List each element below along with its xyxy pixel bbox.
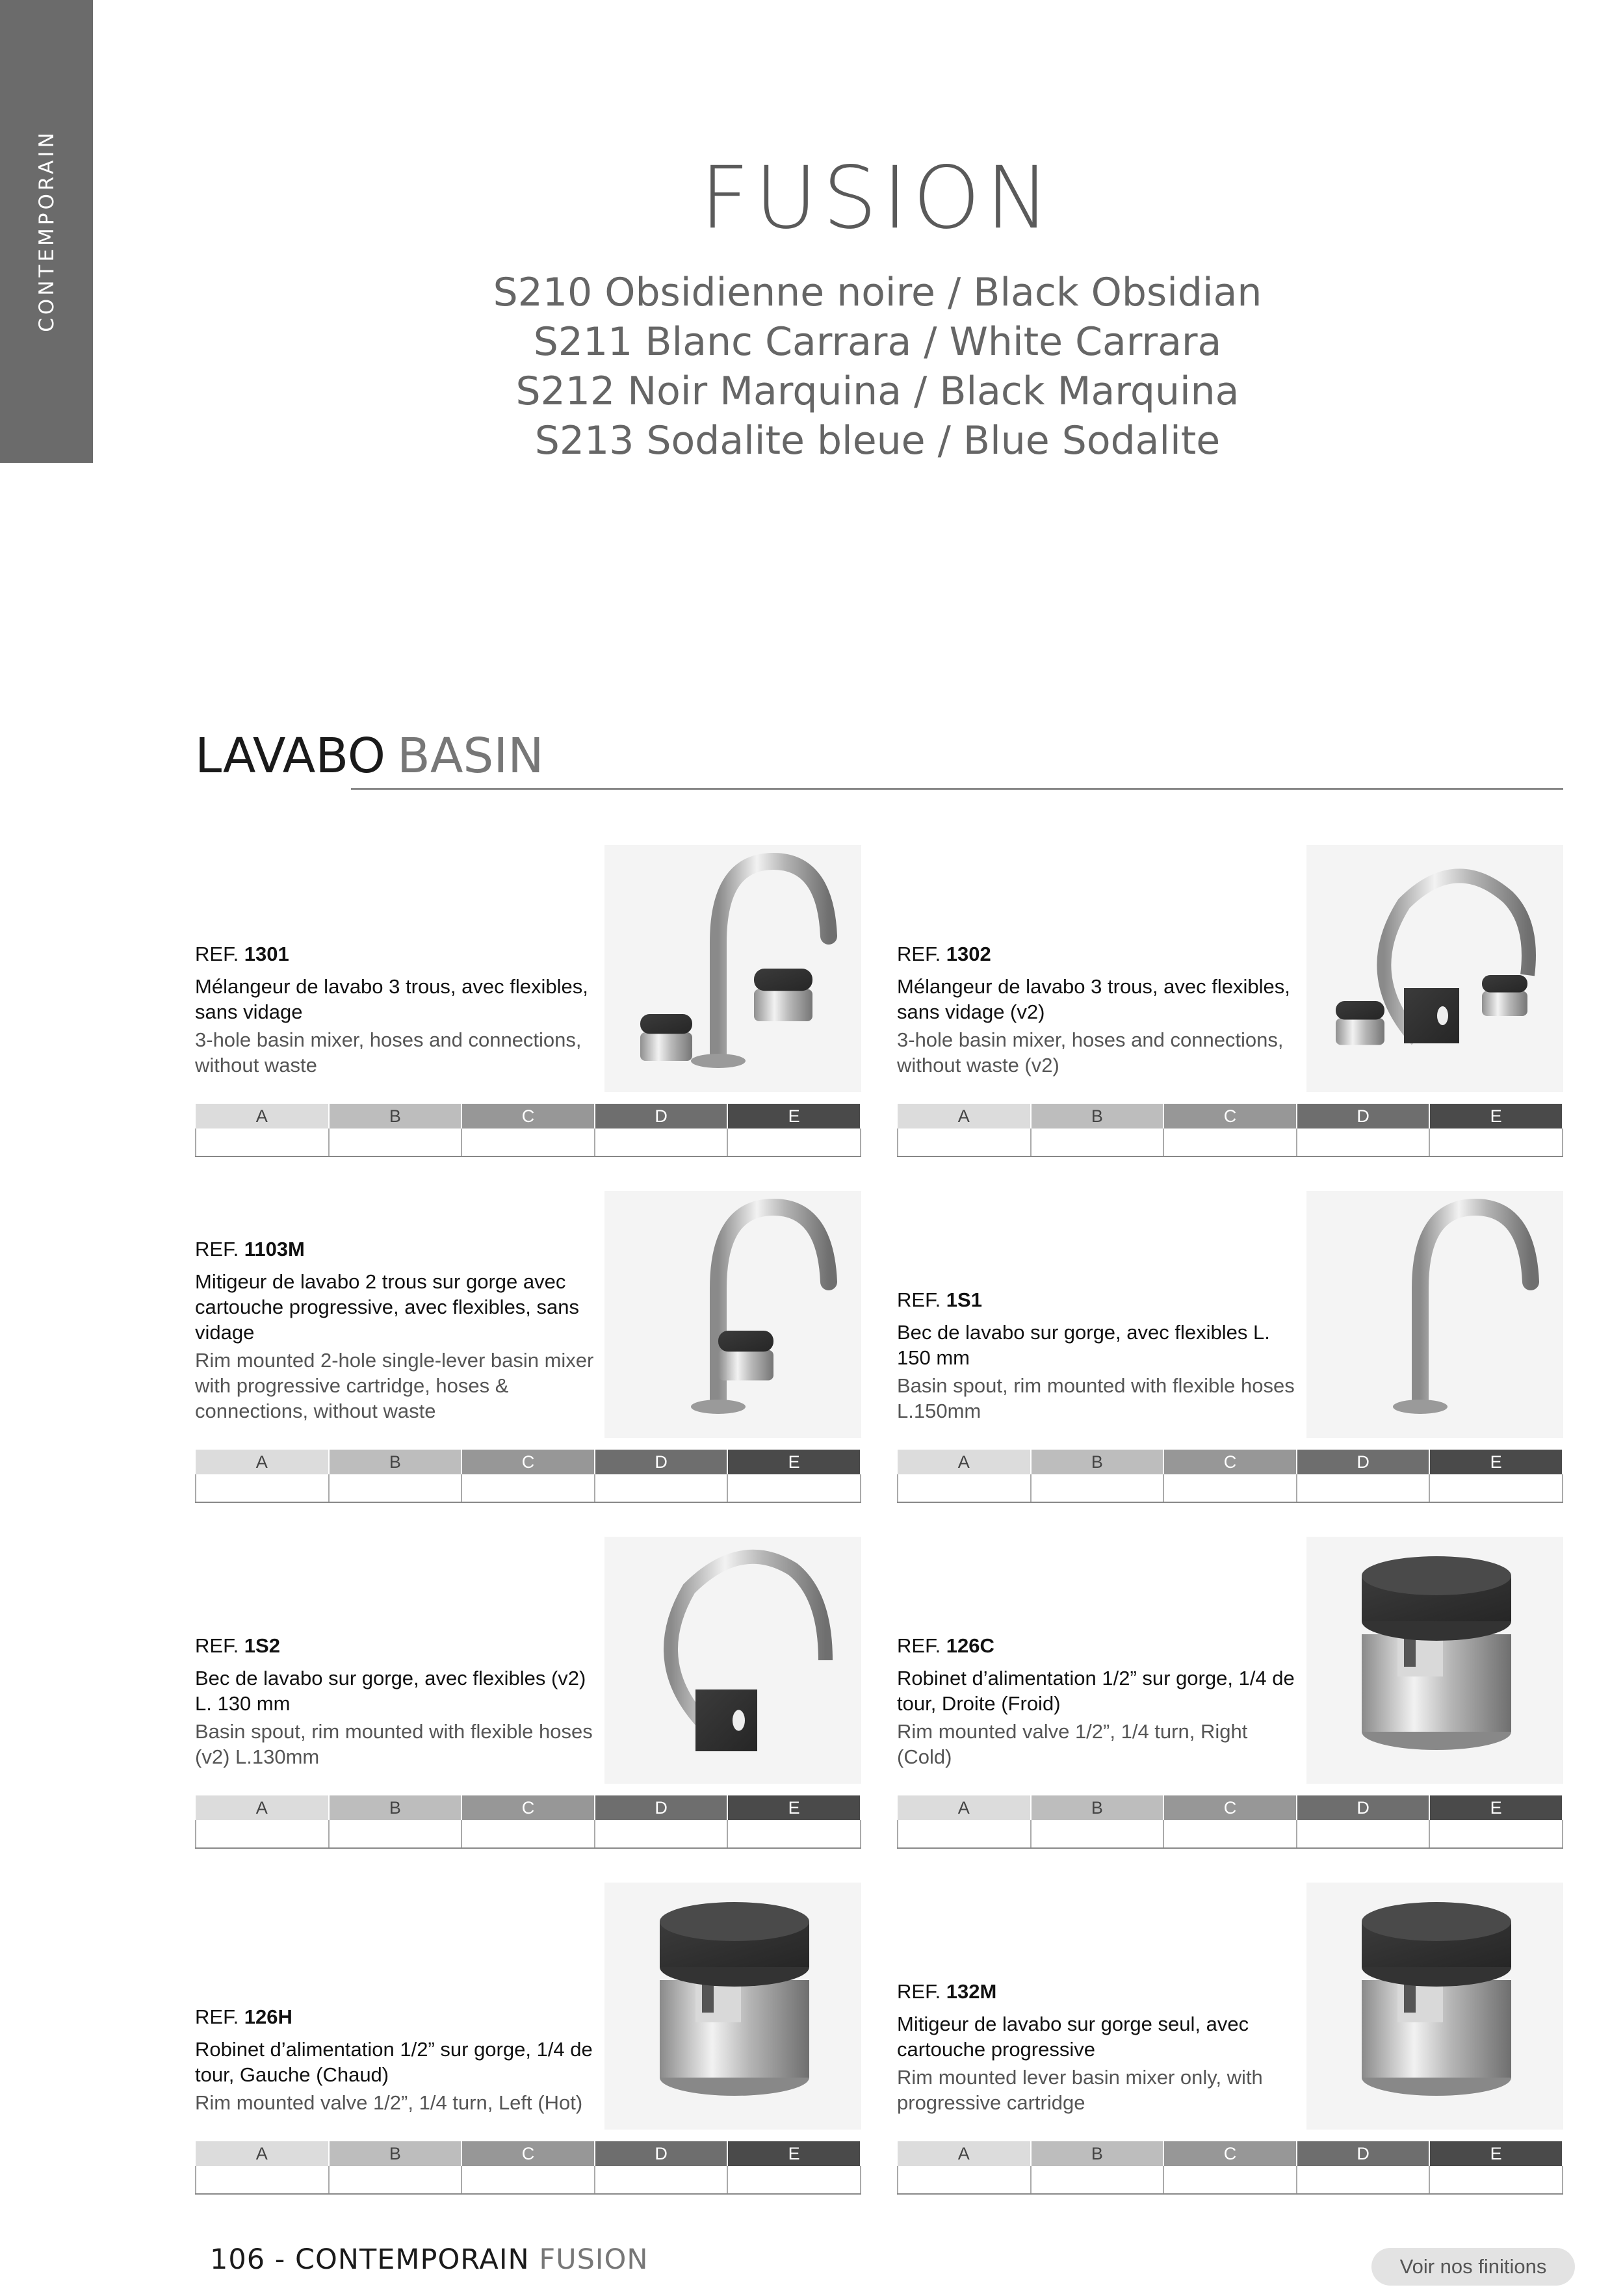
grade-header: E	[727, 2141, 861, 2166]
grade-header: C	[1163, 2141, 1297, 2166]
grade-cell	[461, 1820, 595, 1848]
product-description-en: Basin spout, rim mounted with flexible hoses L.150mm	[897, 1374, 1295, 1422]
grade-cell	[727, 1128, 861, 1156]
product-ref	[897, 941, 1300, 967]
product-ref	[897, 1979, 1300, 2005]
grade-cell	[1297, 2166, 1430, 2194]
three-hole-basin-mixer-v2-image	[1306, 845, 1563, 1092]
product-drawing	[1306, 845, 1563, 1092]
product-description-en: 3-hole basin mixer, hoses and connections, without waste	[195, 1028, 582, 1076]
ref-prefix: REF.	[195, 943, 244, 965]
grade-cell	[196, 2166, 329, 2194]
finish-variants	[0, 268, 1623, 465]
grade-cell	[1163, 1820, 1297, 1848]
basin-spout-image	[1306, 1191, 1563, 1438]
grade-cell	[1031, 1128, 1164, 1156]
ref-code: 126C	[946, 1634, 994, 1657]
grade-header: D	[595, 1795, 728, 1820]
grade-cell	[595, 1128, 728, 1156]
grade-cell	[595, 1474, 728, 1502]
grade-cell	[1163, 1474, 1297, 1502]
ref-code: 126H	[244, 2005, 292, 2028]
product-drawing	[1306, 1191, 1563, 1438]
section-title-fr: LAVABO	[195, 728, 386, 784]
product-text	[195, 2004, 598, 2115]
grade-cell	[461, 1474, 595, 1502]
grade-header: E	[727, 1104, 861, 1128]
product-text	[897, 1287, 1300, 1424]
product-description-fr: Bec de lavabo sur gorge, avec flexibles L. 150 mm	[897, 1321, 1270, 1369]
price-grade-table	[897, 2141, 1563, 2195]
ref-prefix: REF.	[195, 2005, 244, 2028]
see-finishes-button[interactable]: Voir nos finitions	[1371, 2248, 1575, 2286]
product-description-en: Rim mounted lever basin mixer only, with progressive cartridge	[897, 2066, 1263, 2114]
grade-header: A	[898, 1104, 1031, 1128]
product-card-1301	[195, 845, 861, 1157]
footer-separator: -	[265, 2243, 295, 2276]
grade-cell	[196, 1128, 329, 1156]
grade-cell	[1429, 1128, 1563, 1156]
three-hole-basin-mixer-image	[604, 845, 861, 1092]
product-ref	[897, 1633, 1300, 1659]
product-drawing	[604, 1883, 861, 2130]
grade-cell	[329, 1820, 462, 1848]
variant-line: S211 Blanc Carrara / White Carrara	[533, 319, 1222, 365]
grade-header: C	[461, 1450, 595, 1474]
product-description-fr: Bec de lavabo sur gorge, avec flexibles (v2) L. 130 mm	[195, 1667, 586, 1715]
ref-prefix: REF.	[897, 1634, 946, 1657]
grade-cell	[329, 2166, 462, 2194]
page-number: 106	[210, 2243, 266, 2276]
price-grade-table	[897, 1795, 1563, 1849]
product-drawing	[604, 845, 861, 1092]
grade-cell	[898, 2166, 1031, 2194]
grade-cell	[1297, 1474, 1430, 1502]
footer-collection: FUSION	[539, 2243, 649, 2276]
grade-cell	[1031, 1820, 1164, 1848]
price-grade-table	[195, 2141, 861, 2195]
product-ref	[195, 1633, 598, 1659]
ref-code: 1103M	[244, 1238, 305, 1260]
grade-header: B	[1031, 1104, 1164, 1128]
grade-header: A	[196, 1450, 329, 1474]
product-ref	[195, 941, 598, 967]
product-description-fr: Robinet d’alimentation 1/2” sur gorge, 1/4 de tour, Droite (Froid)	[897, 1667, 1295, 1715]
grade-header: B	[1031, 2141, 1164, 2166]
product-drawing	[1306, 1537, 1563, 1784]
product-card-1103m	[195, 1191, 861, 1503]
grade-header: D	[1297, 1795, 1430, 1820]
price-grade-table	[897, 1104, 1563, 1157]
product-drawing	[604, 1191, 861, 1438]
grade-cell	[1429, 1820, 1563, 1848]
section-divider	[351, 788, 1563, 790]
rim-valve-cold-image	[1306, 1537, 1563, 1784]
product-card-126h	[195, 1883, 861, 2195]
grade-header: A	[196, 1795, 329, 1820]
product-drawing	[1306, 1883, 1563, 2130]
grade-header: C	[1163, 1450, 1297, 1474]
basin-spout-v2-image	[604, 1537, 861, 1784]
price-grade-table	[897, 1450, 1563, 1503]
product-card-1s1	[897, 1191, 1563, 1503]
grade-header: B	[329, 1450, 462, 1474]
product-drawing	[604, 1537, 861, 1784]
ref-code: 1S2	[244, 1634, 280, 1657]
grade-header: A	[196, 2141, 329, 2166]
product-description-en: Rim mounted valve 1/2”, 1/4 turn, Right (Cold)	[897, 1720, 1248, 1768]
grade-header: C	[1163, 1795, 1297, 1820]
product-description-en: Rim mounted 2-hole single-lever basin mixer with progressive cartridge, hoses & connections, without waste	[195, 1349, 594, 1422]
price-grade-table	[195, 1104, 861, 1157]
product-description-fr: Mitigeur de lavabo 2 trous sur gorge avec cartouche progressive, avec flexibles, sans vidage	[195, 1270, 580, 1344]
grade-header: E	[1429, 1795, 1563, 1820]
grade-header: B	[329, 2141, 462, 2166]
section-title	[195, 727, 544, 785]
grade-header: D	[595, 1104, 728, 1128]
ref-prefix: REF.	[897, 1288, 946, 1311]
grade-header: E	[727, 1450, 861, 1474]
product-ref	[195, 2004, 598, 2030]
grade-cell	[1297, 1820, 1430, 1848]
two-hole-basin-mixer-image	[604, 1191, 861, 1438]
grade-cell	[196, 1820, 329, 1848]
section-title-en: BASIN	[397, 728, 544, 784]
product-description-fr: Robinet d’alimentation 1/2” sur gorge, 1/4 de tour, Gauche (Chaud)	[195, 2038, 593, 2086]
grade-header: A	[898, 2141, 1031, 2166]
grade-cell	[461, 1128, 595, 1156]
product-text	[897, 1979, 1300, 2115]
grade-header: E	[1429, 2141, 1563, 2166]
ref-code: 1302	[946, 943, 991, 965]
grade-header: D	[1297, 2141, 1430, 2166]
product-description-en: Basin spout, rim mounted with flexible hoses (v2) L.130mm	[195, 1720, 593, 1768]
ref-prefix: REF.	[897, 943, 946, 965]
variant-line: S212 Noir Marquina / Black Marquina	[515, 369, 1240, 414]
price-grade-table	[195, 1450, 861, 1503]
grade-header: D	[595, 2141, 728, 2166]
footer-title	[210, 2241, 649, 2278]
grade-header: D	[1297, 1104, 1430, 1128]
product-card-1s2	[195, 1537, 861, 1849]
grade-cell	[1297, 1128, 1430, 1156]
ref-code: 1S1	[946, 1288, 982, 1311]
grade-header: A	[898, 1450, 1031, 1474]
grade-header: B	[1031, 1795, 1164, 1820]
ref-prefix: REF.	[897, 1980, 946, 2003]
grade-cell	[1031, 1474, 1164, 1502]
product-text	[195, 1236, 598, 1424]
grade-cell	[898, 1128, 1031, 1156]
grade-cell	[898, 1820, 1031, 1848]
grade-cell	[727, 2166, 861, 2194]
grade-cell	[595, 2166, 728, 2194]
grade-cell	[1163, 2166, 1297, 2194]
product-ref	[195, 1236, 598, 1262]
product-ref	[897, 1287, 1300, 1313]
rim-lever-mixer-image	[1306, 1883, 1563, 2130]
product-text	[897, 1633, 1300, 1769]
grade-cell	[1429, 2166, 1563, 2194]
product-card-132m	[897, 1883, 1563, 2195]
grade-cell	[595, 1820, 728, 1848]
grade-header: D	[1297, 1450, 1430, 1474]
ref-code: 1301	[244, 943, 289, 965]
product-text	[195, 1633, 598, 1769]
grade-header: B	[329, 1104, 462, 1128]
variant-line: S213 Sodalite bleue / Blue Sodalite	[534, 418, 1221, 463]
grade-header: B	[1031, 1450, 1164, 1474]
product-text	[897, 941, 1300, 1078]
variant-line: S210 Obsidienne noire / Black Obsidian	[493, 270, 1262, 315]
product-card-126c	[897, 1537, 1563, 1849]
grade-header: C	[1163, 1104, 1297, 1128]
product-description-fr: Mitigeur de lavabo sur gorge seul, avec cartouche progressive	[897, 2013, 1249, 2061]
product-card-1302	[897, 845, 1563, 1157]
grade-header: C	[461, 2141, 595, 2166]
grade-header: C	[461, 1104, 595, 1128]
ref-prefix: REF.	[195, 1634, 244, 1657]
grade-header: D	[595, 1450, 728, 1474]
grade-header: A	[196, 1104, 329, 1128]
ref-code: 132M	[946, 1980, 997, 2003]
grade-cell	[1031, 2166, 1164, 2194]
grade-cell	[329, 1128, 462, 1156]
grade-cell	[329, 1474, 462, 1502]
grade-cell	[727, 1474, 861, 1502]
ref-prefix: REF.	[195, 1238, 244, 1260]
grade-cell	[1163, 1128, 1297, 1156]
footer-category: CONTEMPORAIN	[294, 2243, 530, 2276]
product-description-en: Rim mounted valve 1/2”, 1/4 turn, Left (Hot)	[195, 2091, 583, 2114]
grade-cell	[196, 1474, 329, 1502]
grade-cell	[898, 1474, 1031, 1502]
grade-cell	[461, 2166, 595, 2194]
price-grade-table	[195, 1795, 861, 1849]
grade-cell	[727, 1820, 861, 1848]
product-description-en: 3-hole basin mixer, hoses and connections, without waste (v2)	[897, 1028, 1284, 1076]
grade-header: B	[329, 1795, 462, 1820]
grade-header: E	[1429, 1104, 1563, 1128]
side-tab-label: CONTEMPORAIN	[35, 129, 58, 332]
product-description-fr: Mélangeur de lavabo 3 trous, avec flexibles, sans vidage (v2)	[897, 975, 1290, 1023]
rim-valve-hot-image	[604, 1883, 861, 2130]
grade-header: A	[898, 1795, 1031, 1820]
grade-header: C	[461, 1795, 595, 1820]
grade-header: E	[727, 1795, 861, 1820]
product-description-fr: Mélangeur de lavabo 3 trous, avec flexibles, sans vidage	[195, 975, 588, 1023]
grade-header: E	[1429, 1450, 1563, 1474]
grade-cell	[1429, 1474, 1563, 1502]
product-text	[195, 941, 598, 1078]
page-title: FUSION	[700, 148, 1055, 248]
